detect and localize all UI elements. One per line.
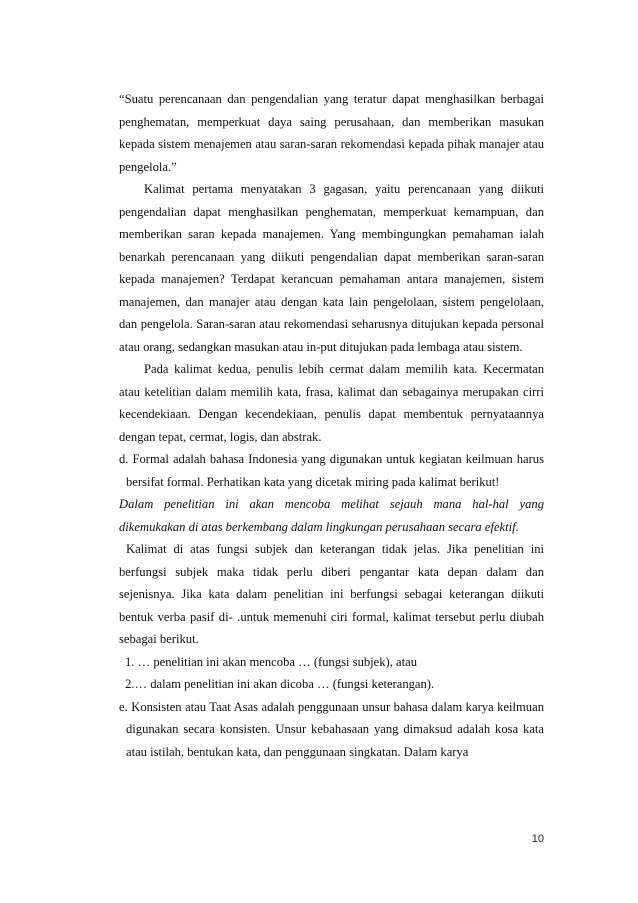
formal-paragraph: d. Formal adalah bahasa Indonesia yang digunakan untuk kegiatan keilmuan harus bersifat formal. Perhatikan kata yang dicetak miring pada kalimat berikut! <box>119 452 544 489</box>
consistency-paragraph: e. Konsisten atau Taat Asas adalah penggunaan unsur bahasa dalam karya keilmuan digunakan secara konsisten. Unsur kebahasaan yang dimaksud adalah kosa kata atau istilah, bentukan kata, dan penggunaan singkatan. Dalam karya <box>119 699 544 759</box>
analysis-paragraph-second: Pada kalimat kedua, penulis lebih cermat dalam memilih kata. Kecermatan atau ketelitian dalam memilih kata, frasa, kalimat dan sebagainya merupakan cirri kecendekiaan. Dengan kecendekiaan, penulis dapat membentuk pernyataannya dengan tepat, cermat, logis, dan abstrak. <box>119 362 544 444</box>
option-two: 2.… dalam penelitian ini akan dicoba … (fungsi keterangan). <box>125 677 435 691</box>
italic-example-sentence: Dalam penelitian ini akan mencoba melihat sejauh mana hal-hal yang dikemukakan di atas berkembang dalam lingkungan perusahaan secara efektif. <box>119 497 544 534</box>
formal-analysis-paragraph: Kalimat di atas fungsi subjek dan keterangan tidak jelas. Jika penelitian ini berfungsi subjek maka tidak perlu diberi pengantar kata depan dalam dan sejenisnya. Jika kata dalam penelitian ini berfungsi sebagai keterangan diikuti bentuk verba pasif di- .untuk memenuhi ciri formal, kalimat tersebut perlu diubah sebagai berikut. <box>119 542 544 646</box>
quoted-paragraph: “Suatu perencanaan dan pengendalian yang teratur dapat menghasilkan berbagai penghematan, memperkuat daya saing perusahaan, dan memberikan masukan kepada sistem menajemen atau saran-saran rekomendasi kepada pihak manajer atau pengelola.” <box>119 92 544 174</box>
page-number: 10 <box>531 833 544 845</box>
analysis-paragraph-first: Kalimat pertama menyatakan 3 gagasan, yaitu perencanaan yang diikuti pengendalian dapat menghasilkan penghematan, memperkuat kemampuan, dan memberikan saran kepada manajemen. Yang membingungkan pemahaman ialah benarkah perencanaan yang diikuti pengendalian dapat memberikan saran-saran kepada manajemen? Terdapat kerancuan pemahaman antara manajemen, sistem manajemen, dan manajer atau dengan kata lain pengelolaan, sistem pengelolaan, dan pengelola. Saran-saran atau rekomendasi seharusnya ditujukan kepada personal atau orang, sedangkan masukan atau in-put ditujukan pada lembaga atau sistem. <box>119 182 544 354</box>
document-content <box>119 88 544 763</box>
option-one: 1. … penelitian ini akan mencoba … (fungsi subjek), atau <box>125 654 418 669</box>
